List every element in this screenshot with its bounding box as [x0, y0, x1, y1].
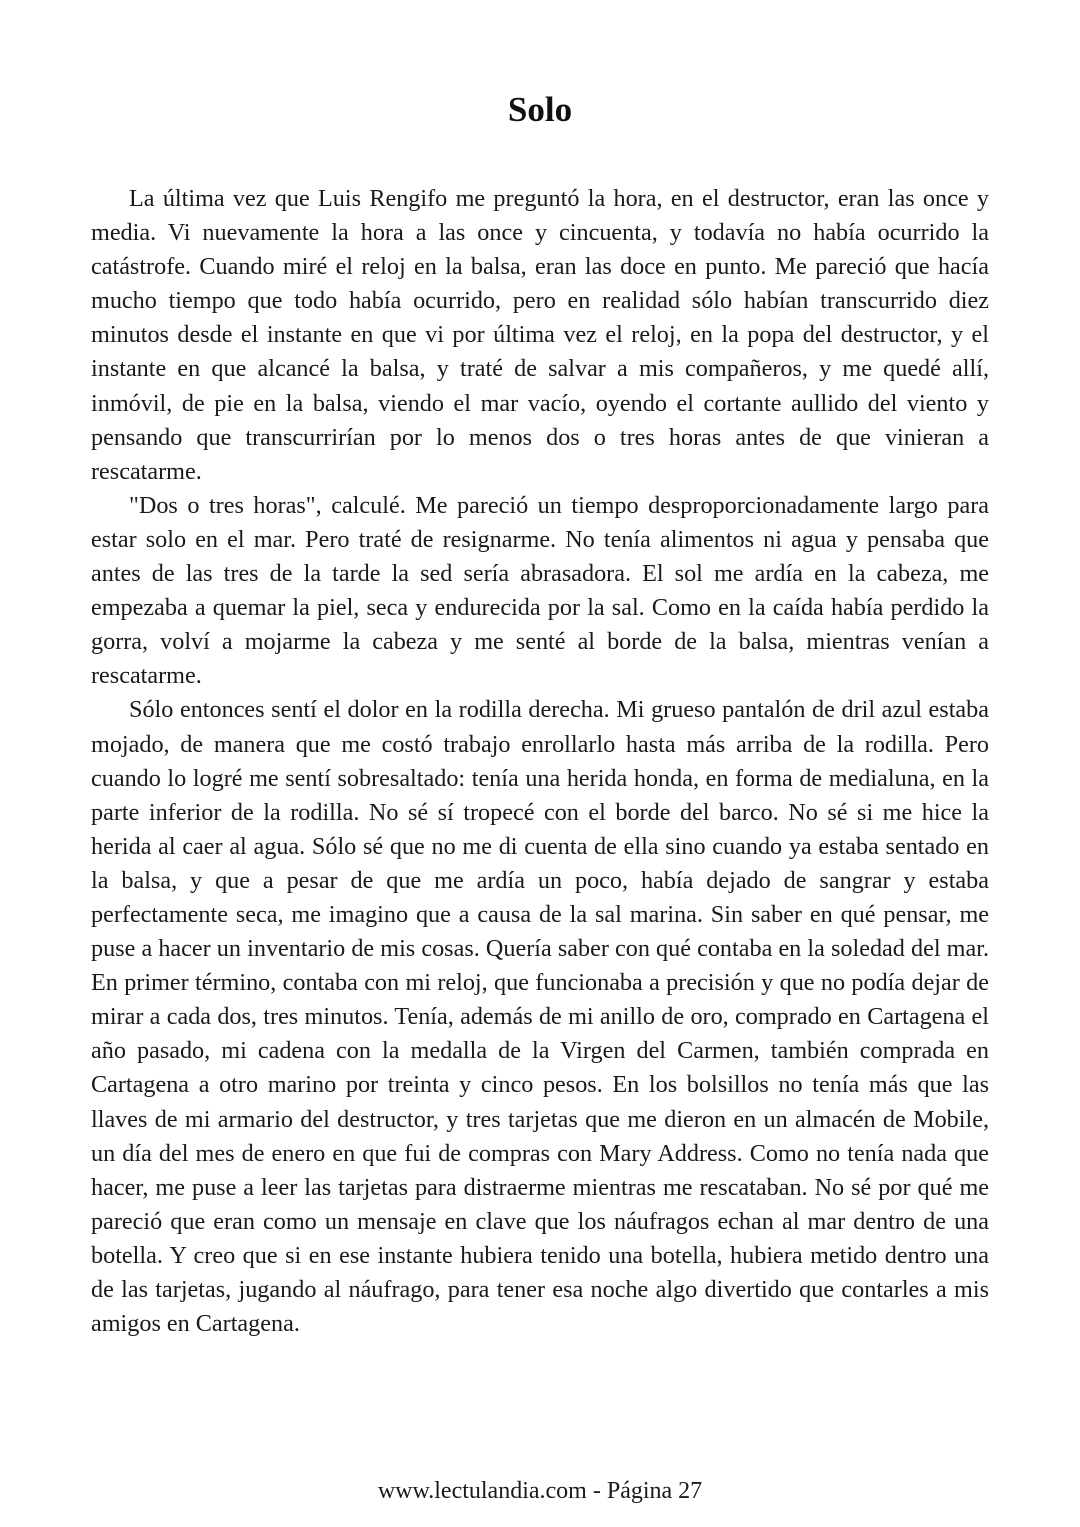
page-footer: www.lectulandia.com - Página 27	[377, 1478, 703, 1504]
chapter-body	[91, 182, 989, 1341]
paragraph-3: Sólo entonces sentí el dolor en la rodilla derecha. Mi grueso pantalón de dril azul estaba mojado, de manera que me costó trabajo enrollarlo hasta más arriba de la rodilla. Pero cuando lo logré me sentí sobresaltado: tenía una herida honda, en forma de medialuna, en la parte inferior de la rodilla. No sé sí tropecé con el borde del barco. No sé si me hice la herida al caer al agua. Sólo sé que no me di cuenta de ella sino cuando ya estaba sentado en la balsa, y que a pesar de que me ardía un poco, había dejado de sangrar y estaba perfectamente seca, me imagino que a causa de la sal marina. Sin saber en qué pensar, me puse a hacer un inventario de mis cosas. Quería saber con qué contaba en la soledad del mar. En primer término, contaba con mi reloj, que funcionaba a precisión y que no podía dejar de mirar a cada dos, tres minutos. Tenía, además de mi anillo de oro, comprado en Cartagena el año pasado, mi cadena con la medalla de la Virgen del Carmen, también comprada en Cartagena a otro marino por treinta y cinco pesos. En los bolsillos no tenía más que las llaves de mi armario del destructor, y tres tarjetas que me dieron en un almacén de Mobile, un día del mes de enero en que fui de compras con Mary Address. Como no tenía nada que hacer, me puse a leer las tarjetas para distraerme mientras me rescataban. No sé por qué me pareció que eran como un mensaje en clave que los náufragos echan al mar dentro de una botella. Y creo que si en ese instante hubiera tenido una botella, hubiera metido dentro una de las tarjetas, jugando al náufrago, para tener esa noche algo divertido que contarles a mis amigos en Cartagena.	[91, 696, 989, 1338]
paragraph-2: "Dos o tres horas", calculé. Me pareció un tiempo desproporcionadamente largo para estar solo en el mar. Pero traté de resignarme. No tenía alimentos ni agua y pensaba que antes de las tres de la tarde la sed sería abrasadora. El sol me ardía en la cabeza, me empezaba a quemar la piel, seca y endurecida por la sal. Como en la caída había perdido la gorra, volví a mojarme la cabeza y me senté al borde de la balsa, mientras venían a rescatarme.	[91, 491, 989, 690]
chapter-title: Solo	[507, 90, 573, 129]
paragraph-1: La última vez que Luis Rengifo me preguntó la hora, en el destructor, eran las once y media. Vi nuevamente la hora a las once y cincuenta, y todavía no había ocurrido la catástrofe. Cuando miré el reloj en la balsa, eran las doce en punto. Me pareció que hacía mucho tiempo que todo había ocurrido, pero en realidad sólo habían transcurrido diez minutos desde el instante en que vi por última vez el reloj, en la popa del destructor, y el instante en que alcancé la balsa, y traté de salvar a mis compañeros, y me quedé allí, inmóvil, de pie en la balsa, viendo el mar vacío, oyendo el cortante aullido del viento y pensando que transcurrirían por lo menos dos o tres horas antes de que vinieran a rescatarme.	[91, 185, 989, 485]
